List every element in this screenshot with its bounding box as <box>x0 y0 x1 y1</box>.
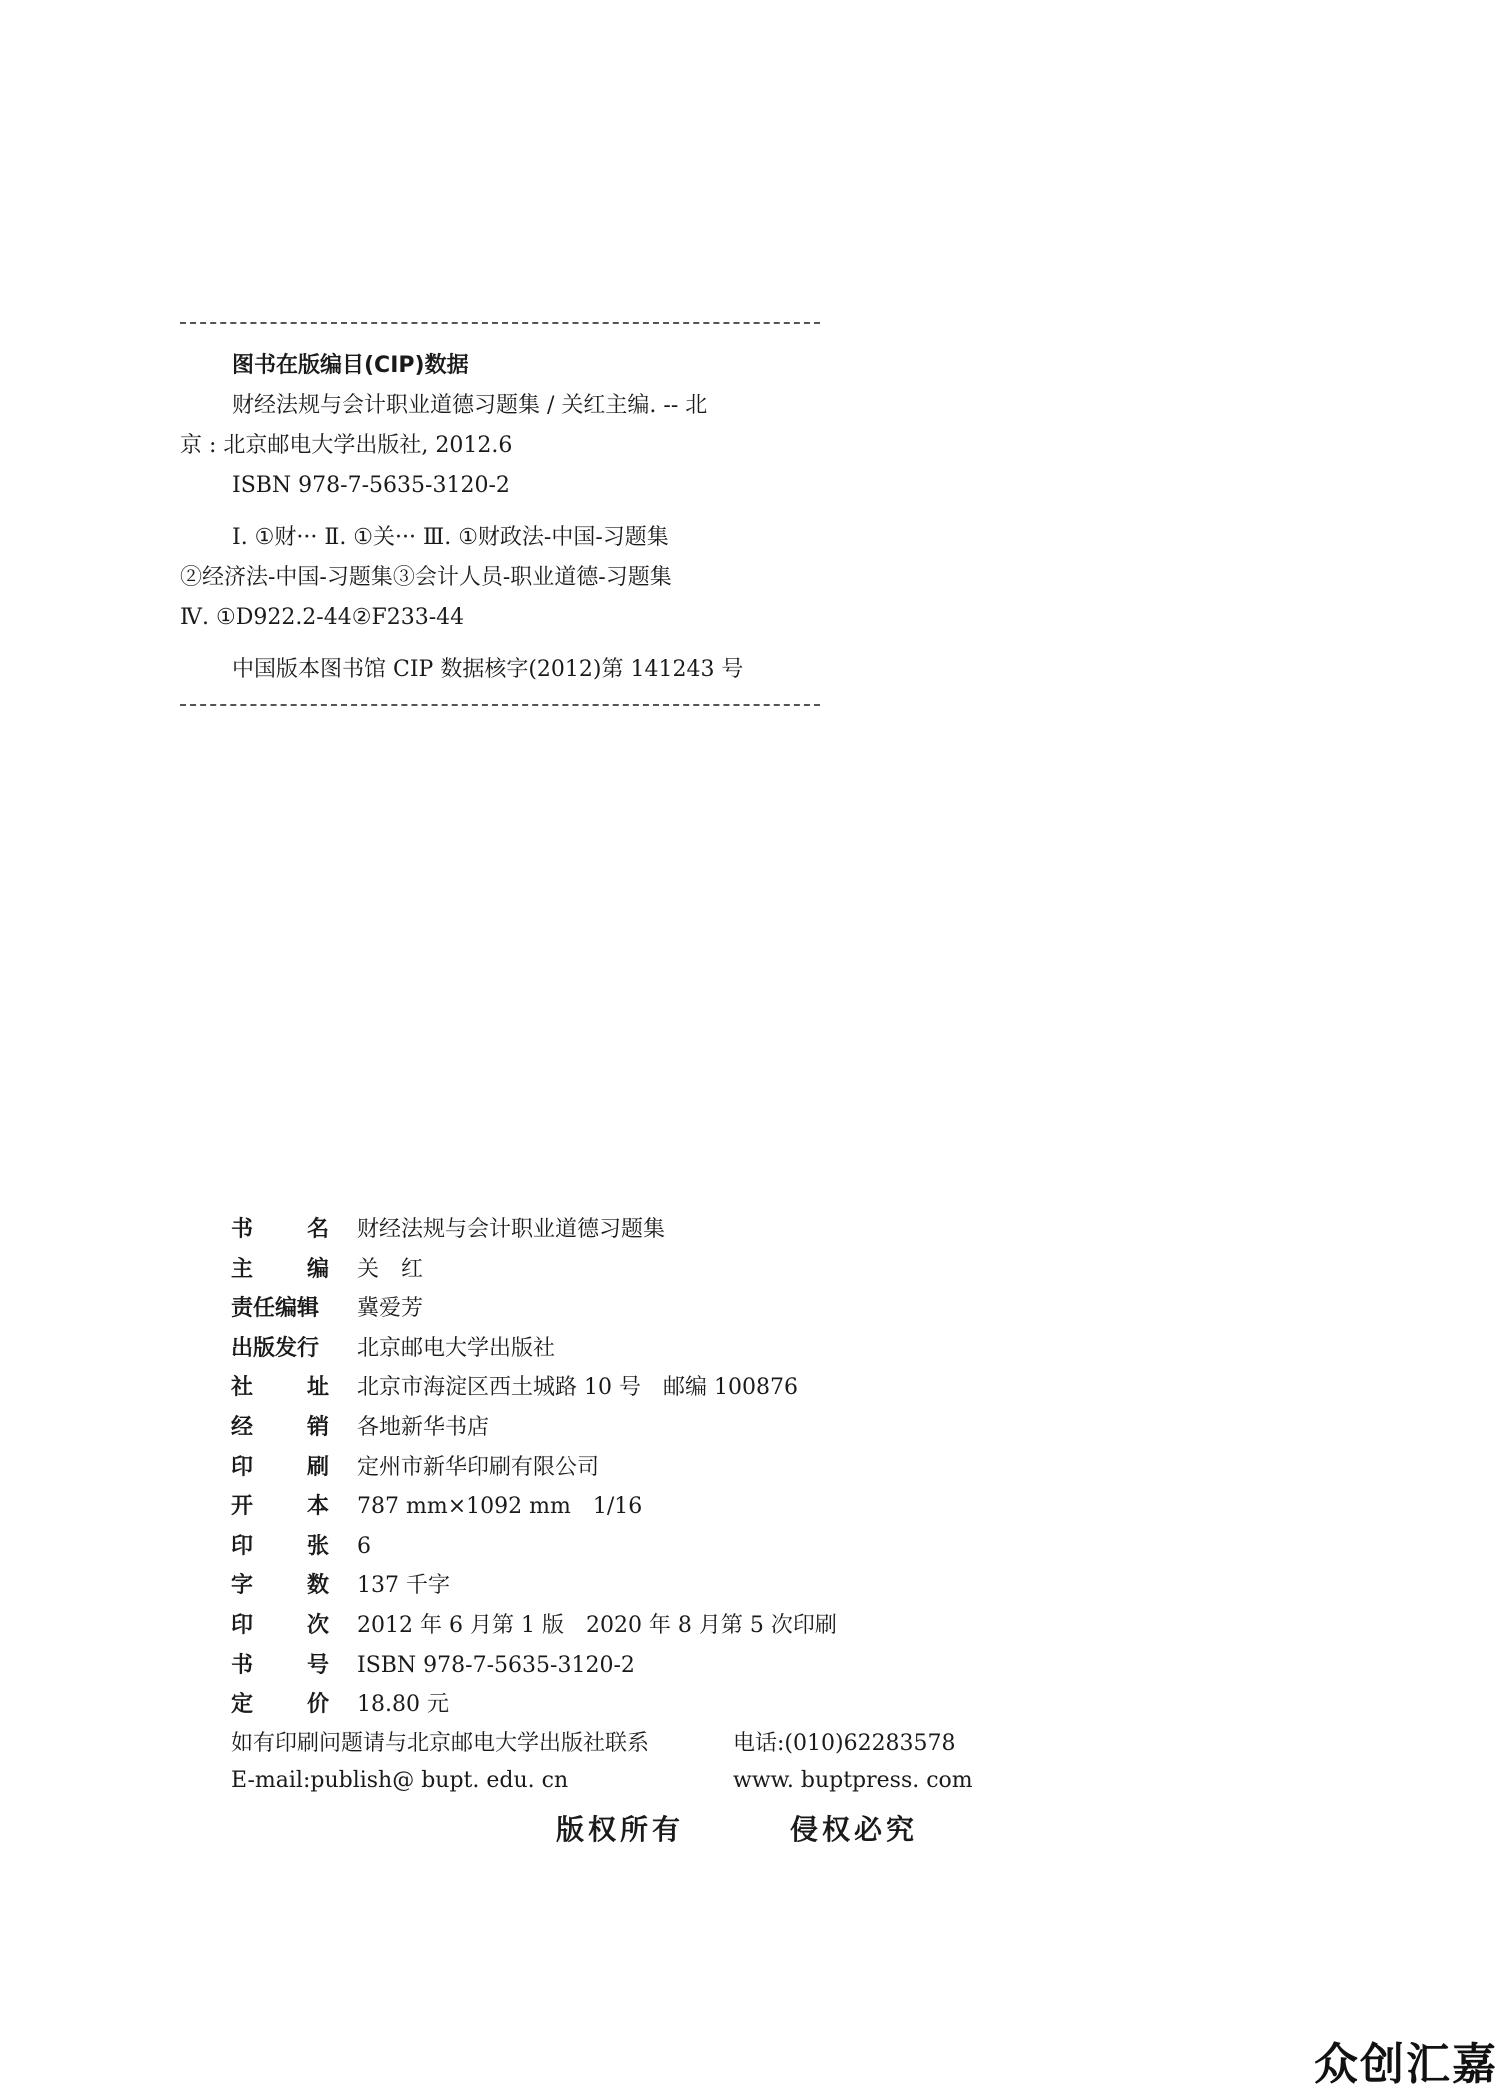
cip-classification-2: ②经济法-中国-习题集③会计人员-职业道德-习题集 <box>180 565 672 590</box>
info-label: 印 <box>231 1533 254 1559</box>
info-label: 开 <box>231 1494 254 1520</box>
info-row-responsible-editor <box>231 1289 837 1329</box>
info-row-word-count <box>231 1566 837 1606</box>
info-value: ISBN 978-7-5635-3120-2 <box>357 1652 635 1678</box>
info-value: 北京市海淀区西土城路 10 号 邮编 100876 <box>357 1375 798 1401</box>
cip-block <box>180 346 830 690</box>
contact-line-phone <box>231 1726 956 1757</box>
cip-publisher-line: 京 : 北京邮电大学出版社, 2012.6 <box>180 433 513 458</box>
info-label: 张 <box>306 1533 329 1559</box>
info-label: 印 <box>231 1454 254 1480</box>
cip-top-divider <box>180 322 820 324</box>
info-value: 787 mm×1092 mm 1/16 <box>357 1494 643 1520</box>
info-label: 印 <box>231 1612 254 1638</box>
info-label: 书 <box>231 1217 254 1242</box>
info-label: 刷 <box>306 1454 329 1480</box>
cip-title-line: 财经法规与会计职业道德习题集 / 关红主编. -- 北 <box>232 393 708 418</box>
info-row-edition <box>231 1606 837 1646</box>
info-label: 数 <box>306 1573 329 1599</box>
contact-email: E-mail:publish@ bupt. edu. cn <box>231 1768 569 1793</box>
info-row-format <box>231 1487 837 1527</box>
info-value: 2012 年 6 月第 1 版 2020 年 8 月第 5 次印刷 <box>357 1612 837 1638</box>
copyright-notice-left: 版权所有 <box>556 1813 685 1846</box>
cip-record-number: 中国版本图书馆 CIP 数据核字(2012)第 141243 号 <box>232 657 744 682</box>
watermark-logo: 众创汇嘉 <box>1314 2039 1498 2090</box>
info-label: 编 <box>306 1256 329 1282</box>
info-value: 137 千字 <box>357 1573 450 1599</box>
info-row-address <box>231 1368 837 1408</box>
cip-classification-3: Ⅳ. ①D922.2-44②F233-44 <box>180 605 465 630</box>
cip-classification-1: Ⅰ. ①财··· Ⅱ. ①关··· Ⅲ. ①财政法-中国-习题集 <box>232 525 669 550</box>
info-value: 冀爱芳 <box>357 1296 424 1322</box>
info-label: 本 <box>306 1494 329 1520</box>
info-label: 名 <box>306 1217 329 1242</box>
info-label: 号 <box>306 1652 329 1678</box>
contact-notice: 如有印刷问题请与北京邮电大学出版社联系 <box>231 1731 650 1756</box>
cip-heading: 图书在版编目(CIP)数据 <box>232 353 469 378</box>
cip-isbn: ISBN 978-7-5635-3120-2 <box>232 473 510 498</box>
cip-bottom-divider <box>180 704 820 706</box>
info-row-editor <box>231 1250 837 1290</box>
contact-phone: 电话:(010)62283578 <box>733 1731 956 1756</box>
info-label: 社 <box>231 1375 254 1401</box>
info-row-isbn <box>231 1646 837 1686</box>
info-value: 财经法规与会计职业道德习题集 <box>357 1217 666 1242</box>
info-value: 各地新华书店 <box>357 1414 490 1440</box>
info-label: 定 <box>231 1692 254 1718</box>
info-row-price <box>231 1685 837 1725</box>
contact-website: www. buptpress. com <box>733 1768 973 1793</box>
info-value: 6 <box>357 1533 371 1559</box>
info-label: 价 <box>306 1692 329 1718</box>
info-label: 经 <box>231 1414 254 1440</box>
info-row-printer <box>231 1448 837 1488</box>
info-value: 关 红 <box>357 1256 424 1282</box>
info-label: 主 <box>231 1256 254 1282</box>
info-row-sheets <box>231 1527 837 1567</box>
info-row-distributor <box>231 1408 837 1448</box>
info-label: 出版发行 <box>231 1335 320 1361</box>
info-label: 址 <box>306 1375 329 1401</box>
info-row-book-title <box>231 1210 837 1250</box>
info-label: 责任编辑 <box>231 1296 320 1322</box>
info-label: 书 <box>231 1652 254 1678</box>
copyright-notice-right: 侵权必究 <box>790 1813 919 1846</box>
publication-info-table <box>231 1210 837 1725</box>
info-value: 北京邮电大学出版社 <box>357 1335 556 1361</box>
info-label: 销 <box>306 1414 329 1440</box>
info-value: 18.80 元 <box>357 1692 449 1718</box>
info-row-publisher <box>231 1329 837 1369</box>
info-value: 定州市新华印刷有限公司 <box>357 1454 600 1480</box>
info-label: 次 <box>306 1612 329 1638</box>
contact-line-email <box>231 1768 973 1793</box>
info-label: 字 <box>231 1573 254 1599</box>
